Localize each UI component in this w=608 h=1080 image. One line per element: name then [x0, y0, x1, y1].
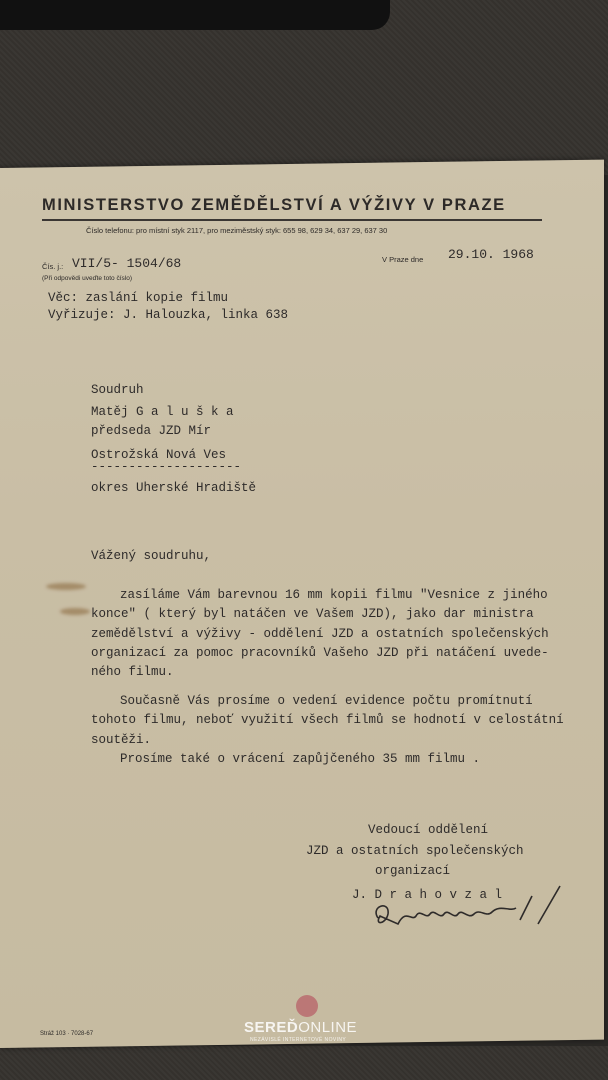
watermark-brand-light: ONLINE	[298, 1019, 358, 1036]
paragraph-2-line: tohoto filmu, neboť využití všech filmů se hodnotí v celostátní	[91, 713, 564, 727]
signature-title-line: Vedoucí oddělení	[368, 823, 489, 837]
paragraph-2-line: Současně Vás prosíme o vedení evidence počtu promítnutí	[120, 694, 533, 708]
paragraph-1-line: ného filmu.	[91, 665, 174, 679]
letter-date: 29.10. 1968	[448, 247, 534, 262]
watermark-brand-bold: SEREĎ	[244, 1019, 299, 1036]
letterhead-rule	[42, 219, 542, 221]
address-name: Matěj G a l u š k a	[91, 405, 234, 419]
address-place: Ostrožská Nová Ves	[91, 448, 227, 462]
address-district: okres Uherské Hradiště	[91, 481, 257, 495]
reference-label: Čís. j.:	[42, 262, 64, 271]
signatory-name: J. D r a h o v z a l	[352, 888, 503, 902]
letterhead-telephone: Číslo telefonu: pro místní styk 2117, pro meziměstský styk: 655 98, 629 34, 637 29, 637 30	[86, 226, 388, 235]
reference-number: VII/5- 1504/68	[72, 256, 182, 271]
paragraph-1-line: organizací za pomoc pracovníků Vašeho JZD při natáčení uvede-	[91, 646, 549, 660]
paragraph-3: Prosíme také o vrácení zapůjčeného 35 mm filmu .	[120, 752, 481, 766]
handwritten-signature	[360, 878, 580, 938]
paragraph-1-line: zemědělství a výživy - oddělení JZD a ostatních společenských	[91, 627, 549, 641]
background-table-bottom	[0, 1046, 608, 1080]
watermark-logo-icon	[296, 995, 318, 1017]
watermark-brand	[244, 1019, 357, 1036]
greeting: Vážený soudruhu,	[91, 549, 212, 563]
place-label: V Praze dne	[382, 255, 424, 264]
stain	[60, 608, 90, 615]
watermark-tagline: NEZÁVISLÉ INTERNETOVÉ NOVINY	[250, 1037, 347, 1043]
background-dark-object	[0, 0, 390, 30]
reference-note: (Při odpovědi uveďte toto číslo)	[42, 275, 132, 282]
stain	[46, 583, 86, 590]
address-underline: --------------------	[91, 460, 242, 474]
paragraph-1-line: konce" ( který byl natáčen ve Vašem JZD), jako dar ministra	[91, 607, 534, 621]
signature-title-line: JZD a ostatních společenských	[306, 844, 524, 858]
letterhead-title: MINISTERSTVO ZEMĚDĚLSTVÍ A VÝŽIVY V PRAZE	[42, 196, 506, 214]
print-code: Stráž 103 · 7028-67	[40, 1031, 94, 1037]
paragraph-2-line: soutěži.	[91, 733, 152, 747]
address-role: předseda JZD Mír	[91, 424, 212, 438]
handled-by-line: Vyřizuje: J. Halouzka, linka 638	[48, 308, 289, 322]
signature-title-line: organizací	[375, 864, 451, 878]
address-salutation: Soudruh	[91, 383, 144, 397]
subject-line: Věc: zaslání kopie filmu	[48, 291, 229, 305]
paragraph-1-line: zasíláme Vám barevnou 16 mm kopii filmu "Vesnice z jiného	[120, 588, 548, 602]
